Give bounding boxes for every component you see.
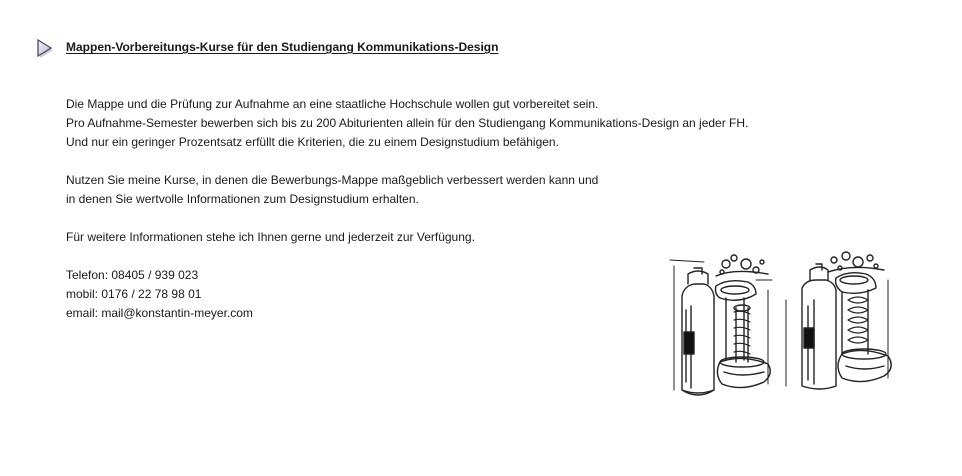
- phone-text: Telefon: 08405 / 939 023: [66, 268, 199, 282]
- spray-cans-sketch-icon: [664, 250, 900, 412]
- text-line: Pro Aufnahme-Semester bewerben sich bis zu 200 Abiturienten allein für den Studiengang Kommunikations-Design an jeder FH.: [66, 116, 749, 130]
- text-line: Nutzen Sie meine Kurse, in denen die Bewerbungs-Mappe maßgeblich verbessert werden kann und: [66, 173, 599, 187]
- page-heading-link[interactable]: Mappen-Vorbereitungs-Kurse für den Studiengang Kommunikations-Design: [66, 40, 499, 54]
- play-triangle-icon: [36, 39, 54, 59]
- text-line: Die Mappe und die Prüfung zur Aufnahme an eine staatliche Hochschule wollen gut vorbereitet sein.: [66, 97, 599, 111]
- courses-paragraph: [66, 171, 748, 209]
- main-content: [66, 95, 748, 342]
- mobile-text: mobil: 0176 / 22 78 98 01: [66, 287, 202, 301]
- text-line: in denen Sie wertvolle Informationen zum Designstudium erhalten.: [66, 192, 419, 206]
- email-text: email: mail@konstantin-meyer.com: [66, 306, 253, 320]
- intro-paragraph: [66, 95, 748, 152]
- info-paragraph: [66, 228, 748, 247]
- text-line: Und nur ein geringer Prozentsatz erfüllt die Kriterien, die zu einem Designstudium befähigen.: [66, 135, 559, 149]
- contact-block: [66, 266, 748, 323]
- text-line: Für weitere Informationen stehe ich Ihnen gerne und jederzeit zur Verfügung.: [66, 230, 475, 244]
